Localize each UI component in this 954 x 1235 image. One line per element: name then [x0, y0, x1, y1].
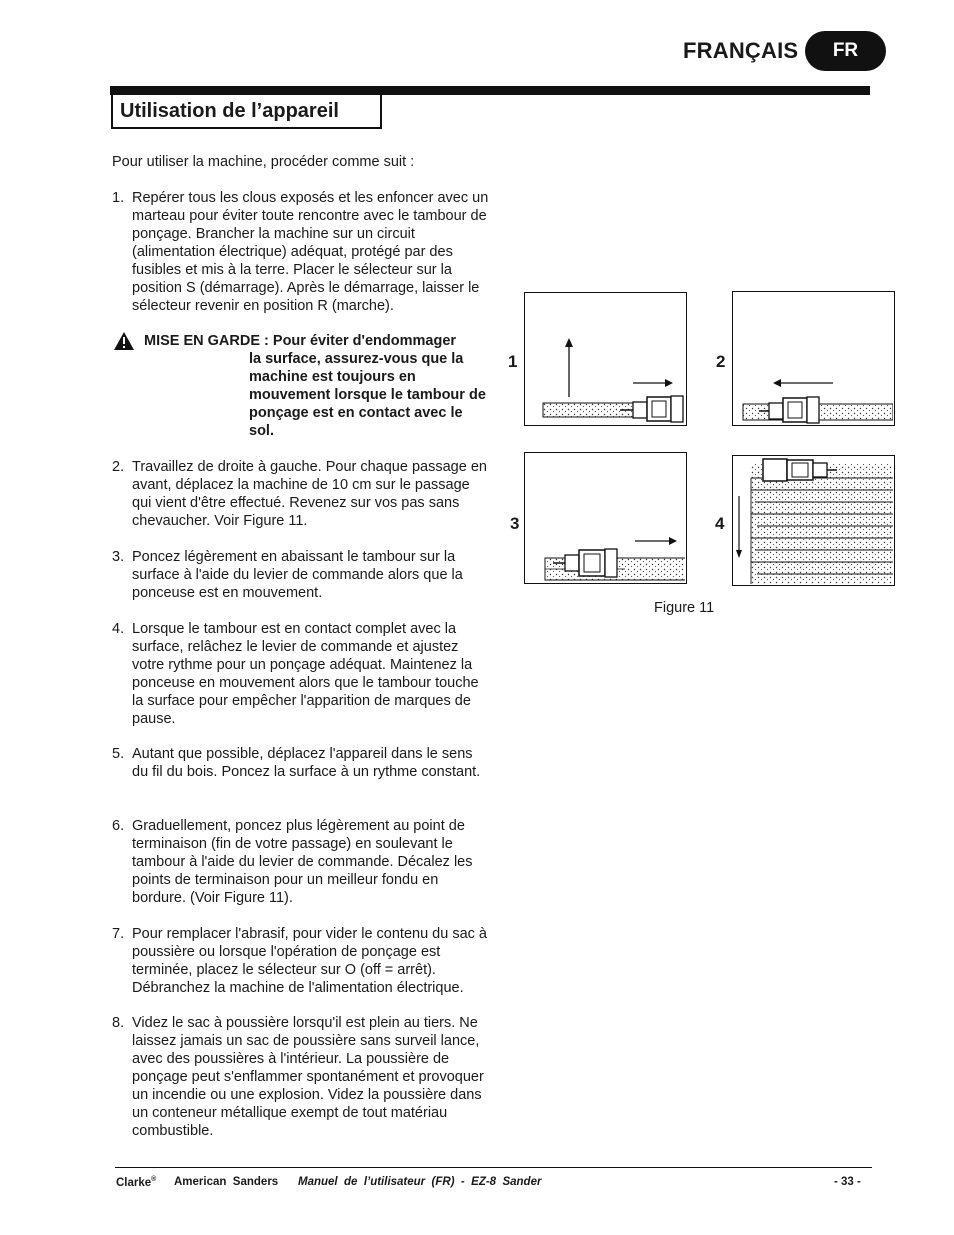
figure-panel-4 — [732, 455, 895, 586]
figure-panel-2 — [732, 291, 895, 426]
intro-text: Pour utiliser la machine, procéder comme suit : — [112, 154, 415, 170]
step-text: Repérer tous les clous exposés et les enfoncer avec un marteau pour éviter toute rencontre avec le tambour de ponçage. Brancher la machine sur un circuit (alimentation électrique) adéquat, protégé par des fusibles et mis à la terre. Placer le sélecteur sur la position S (démarrage). Après le démarrage, laisser le sélecteur revenir en position R (marche). — [132, 190, 489, 314]
step-text: Travaillez de droite à gauche. Pour chaque passage en avant, déplacez la machine de 10 cm sur le passage qui vient d'être effectué. Revenez sur vos pas sans chevaucher. Voir Figure 11. — [132, 459, 487, 529]
language-heading: FRANÇAIS — [683, 38, 799, 63]
panel-label-3: 3 — [510, 514, 520, 533]
warning-triangle-icon — [113, 331, 135, 351]
warning-lead: MISE EN GARDE : Pour éviter d'endommager — [144, 333, 457, 349]
language-code: FR — [832, 40, 859, 61]
language-badge — [805, 31, 886, 71]
warning-text: la surface, assurez-vous que la machine est toujours en mouvement lorsque le tambour de ponçage est en contact avec le sol. — [249, 351, 486, 439]
footer-brand — [116, 1176, 156, 1189]
step-number: 8. — [112, 1015, 125, 1031]
step-number: 7. — [112, 926, 125, 942]
step-text: Pour remplacer l'abrasif, pour vider le contenu du sac à poussière ou lorsque l'opération de ponçage est terminée, placez le sélecteur sur O (off = arrêt). Débranchez la machine de l'alimentation électrique. — [132, 926, 487, 996]
step-8 — [112, 1014, 490, 1140]
step-number: 6. — [112, 818, 125, 834]
footer-manual-title: Manuel de l’utilisateur (FR) - EZ-8 Sander — [298, 1176, 542, 1188]
step-text: Graduellement, poncez plus légèrement au point de terminaison (fin de votre passage) en soulevant le tambour à l'aide du levier de commande. Décalez les points de terminaison pour un meilleur fondu en bordure. (Voir Figure 11). — [132, 818, 473, 906]
figure-panel-1 — [524, 292, 687, 426]
panel-label-4: 4 — [715, 514, 725, 533]
step-text: Lorsque le tambour est en contact complet avec la surface, relâchez le levier de commande et ajustez votre rythme pour un ponçage adéquat. Maintenez la ponceuse en mouvement alors que le tambour touche la surface pour empêcher l'apparition de marques de pause. — [132, 621, 479, 727]
registered-mark: ® — [151, 1176, 157, 1183]
step-number: 2. — [112, 459, 125, 475]
step-number: 1. — [112, 190, 125, 206]
step-3 — [112, 548, 490, 602]
step-text: Videz le sac à poussière lorsqu'il est plein au tiers. Ne laissez jamais un sac de poussière sans surveil lance, avec des poussières à l'intérieur. La poussière de ponçage peut s'enflammer spontanément et provoquer un incendie ou une explosion. Videz la poussière dans un conteneur métallique exempt de tout matériau combustible. — [132, 1015, 484, 1139]
step-number: 3. — [112, 549, 125, 565]
step-number: 5. — [112, 746, 125, 762]
footer-brand-name: Clarke — [116, 1176, 152, 1189]
step-text: Poncez légèrement en abaissant le tambour sur la surface à l'aide du levier de commande alors que la ponceuse est en mouvement. — [132, 549, 463, 601]
step-5 — [112, 745, 490, 781]
footer-company: American Sanders — [174, 1176, 279, 1188]
step-2 — [112, 458, 490, 530]
step-7 — [112, 925, 490, 997]
step-number: 4. — [112, 621, 125, 637]
footer-page-number: - 33 - — [834, 1176, 861, 1188]
figure-caption: Figure 11 — [654, 600, 715, 616]
figure-panel-3 — [524, 452, 687, 584]
step-6 — [112, 817, 490, 907]
panel-label-2: 2 — [716, 352, 726, 371]
panel-label-1: 1 — [508, 352, 518, 371]
section-title: Utilisation de l’appareil — [120, 100, 339, 122]
footer-rule — [115, 1167, 872, 1168]
step-text: Autant que possible, déplacez l'appareil dans le sens du fil du bois. Poncez la surface à un rythme constant. — [132, 746, 481, 780]
step-1 — [112, 189, 490, 315]
step-4 — [112, 620, 490, 728]
